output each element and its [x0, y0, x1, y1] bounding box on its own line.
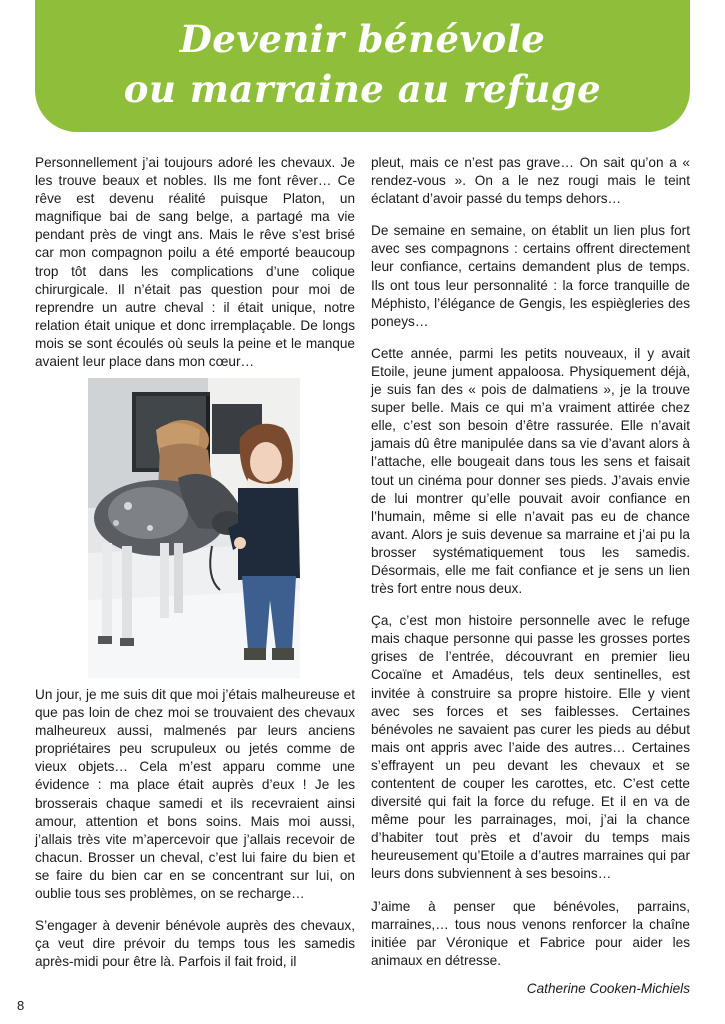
right-column: [371, 154, 690, 998]
page-number: 8: [17, 998, 25, 1013]
paragraph: Ça, c’est mon histoire personnelle avec le refuge mais chaque personne qui passe les grosses portes grises de l’entrée, découvrant en premier lieu Cocaïne et Amadéus, tels deux sentinelles, est invitée à construire sa propre histoire. Elle y vient avec ses forces et ses faiblesses. Certaines bénévoles ne savaient pas curer les pieds au début mais ont appris avec l’aide des autres… Certaines s’effrayent un peu devant les chevaux et se contentent de couper les carottes, etc. C’est cette diversité qui fait la force du refuge. Et il en va de même pour les parrainages, moi, j’ai la chance d’habiter tout près et d’avoir du temps mais heureusement qu’Etoile a d’autres marraines qui par leurs dons subviennent à ses besoins…: [371, 613, 690, 882]
photo-woman-with-pony: [88, 378, 300, 678]
paragraph: pleut, mais ce n’est pas grave… On sait qu’on a « rendez-vous ». On a le nez rougi mais le teint éclatant d’avoir passé du temps dehors…: [371, 155, 690, 207]
title-line-1: Devenir bénévole: [179, 17, 546, 61]
paragraph: Un jour, je me suis dit que moi j’étais malheureuse et que pas loin de chez moi se trouvaient des chevaux malheureux aussi, malmenés par leurs anciens propriétaires peu scrupuleux ou jetés comme de vieux objets… Cela m’est apparu comme une évidence : ma place était auprès d’eux ! Je les brosserais chaque samedi et ils recevraient ainsi amour, attention et bons soins. Mais moi aussi, j’allais très vite m’apercevoir que j’allais recevoir de chacun. Brosser un cheval, c’est lui faire du bien et se faire du bien car en se concentrant sur lui, on oublie tous ses problèmes, on se recharge…: [35, 687, 355, 902]
title-line-2: ou marraine au refuge: [123, 67, 602, 111]
left-column-bottom: [35, 686, 355, 985]
title-banner: [35, 0, 690, 132]
left-column-top: [35, 154, 355, 385]
paragraph: Cette année, parmi les petits nouveaux, il y avait Etoile, jeune jument appaloosa. Physiquement déjà, je suis fan des « pois de dalmatiens », je la trouve super belle. Mais ce qui m’a vraiment attirée chez elle, c’est son besoin d’être rassurée. Elle n’avait jamais dû être manipulée dans sa vie d’avant alors à l’attache, elle bougeait dans tous les sens et faisait tout un cinéma pour donner ses pieds. J’avais envie de lui montrer qu’elle pouvait avoir confiance en l’humain, même si elle n’avait pas eu de chance avant. Alors je suis devenue sa marraine et j’ai pu la brosser systématiquement tous les samedis. Désormais, elle me fait confiance et je sens un lien très fort entre nous deux.: [371, 345, 690, 597]
paragraph: S’engager à devenir bénévole auprès des chevaux, ça veut dire prévoir du temps tous les samedis après-midi pour être là. Parfois il fait froid, il: [35, 918, 355, 970]
paragraph: Personnellement j’ai toujours adoré les chevaux. Je les trouve beaux et nobles. Ils me font rêver… Ce rêve est devenu réalité puisque Platon, un magnifique bai de sang belge, a partagé ma vie pendant près de vingt ans. Mais le rêve s’est brisé car mon compagnon poilu a été emporté beaucoup trop tôt dans les complications d’une colique chirurgicale. Il n’était pas question pour moi de reprendre un autre cheval : il était unique, notre relation était unique et donc irremplaçable. De longs mois se sont écoulés où seuls la peine et le manque avaient leur place dans mon cœur…: [35, 155, 355, 370]
author-signature: Catherine Cooken-Michiels: [526, 980, 690, 996]
paragraph: J’aime à penser que bénévoles, parrains, marraines,… tous nous venons renforcer la chaîne initiée par Véronique et Fabrice pour aider les animaux en détresse.: [371, 898, 690, 968]
paragraph: De semaine en semaine, on établit un lien plus fort avec ses compagnons : certains offrent directement leur confiance, certains demandent plus de temps. Ils ont tous leur personnalité : la force tranquille de Méphisto, l’élégance de Gengis, les espiègleries des poneys…: [371, 223, 690, 329]
